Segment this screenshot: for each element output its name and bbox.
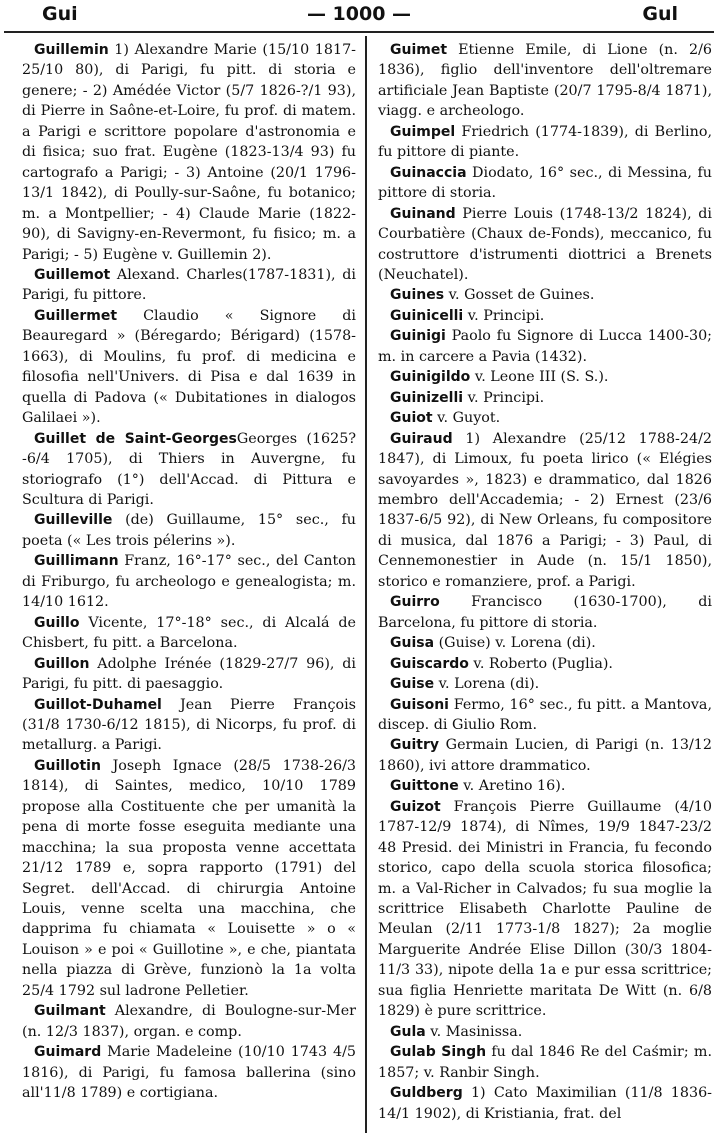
dictionary-entry xyxy=(378,326,712,367)
right-column xyxy=(378,40,712,1124)
dictionary-entry xyxy=(378,776,712,796)
dictionary-entry xyxy=(378,204,712,286)
entry-text: v. Gosset de Guines. xyxy=(444,287,595,304)
entry-headword: Guirro xyxy=(390,594,440,611)
entry-text: Paolo fu Signore di Lucca 1400-30; m. in carcere a Pavia (1432). xyxy=(378,328,712,365)
entry-headword: Guldberg xyxy=(390,1085,463,1102)
dictionary-entry xyxy=(378,122,712,163)
entry-headword: Guillo xyxy=(34,614,80,631)
entry-text: v. Masinissa. xyxy=(425,1023,523,1040)
entry-text: v. Leone III (S. S.). xyxy=(470,369,609,386)
dictionary-entry xyxy=(378,654,712,674)
dictionary-entry xyxy=(378,306,712,326)
dictionary-entry xyxy=(378,695,712,736)
entry-headword: Guillermet xyxy=(34,307,118,324)
entry-text: Jean Pierre François (31/8 1730-6/12 1815), di Nicorps, fu prof. di metallurg. a Parigi. xyxy=(22,696,356,754)
entry-headword: Guines xyxy=(390,287,445,304)
left-column xyxy=(22,40,356,1104)
entry-headword: Guisoni xyxy=(390,696,449,713)
dictionary-entry xyxy=(22,265,356,306)
entry-text: Claudio « Signore di Beauregard » (Béregardo; Bérigard) (1578-1663), di Moulins, fu prof. di medicina e filosofia nell'Univers. di Pisa e dal 1639 in quella di Padova (« Dubitationes in dialogos Galilaei »). xyxy=(22,307,356,427)
entry-text: v. Principi. xyxy=(463,307,545,324)
entry-headword: Guillot-Duhamel xyxy=(34,696,162,713)
dictionary-entry xyxy=(378,797,712,1022)
entry-headword: Guimard xyxy=(34,1044,102,1061)
dictionary-entry xyxy=(22,756,356,1001)
entry-text: Pierre Louis (1748-13/2 1824), di Courbatière (Chaux de-Fonds), meccanico, fu costruttore d'istrumenti diottrici a Brenets (Neuchatel). xyxy=(378,205,712,283)
dictionary-entry xyxy=(22,40,356,265)
column-separator xyxy=(365,36,367,1133)
entry-headword: Guinand xyxy=(390,205,456,222)
entry-text: Franz, 16°-17° sec., del Canton di Friburgo, fu archeologo e genealogista; m. 14/10 1612. xyxy=(22,553,356,611)
entry-headword: Guizot xyxy=(390,798,441,815)
entry-headword: Guinigi xyxy=(390,328,446,345)
entry-text: Marie Madeleine (10/10 1743 4/5 1816), di Parigi, fu famosa ballerina (sino all'11/8 1789) e cortigiana. xyxy=(22,1044,356,1102)
dictionary-entry xyxy=(378,408,712,428)
dictionary-entry xyxy=(378,40,712,122)
dictionary-entry xyxy=(378,163,712,204)
entry-headword: Guiot xyxy=(390,410,433,427)
entry-headword: Guillemin xyxy=(34,42,109,58)
entry-text: v. Principi. xyxy=(463,389,545,406)
dictionary-entry xyxy=(22,510,356,551)
entry-headword: Guilleville xyxy=(34,512,113,529)
entry-headword: Gula xyxy=(390,1023,426,1040)
dictionary-entry xyxy=(378,633,712,653)
dictionary-entry xyxy=(378,429,712,593)
entry-text: Adolphe Irénée (1829-27/7 96), di Parigi, fu pitt. di paesaggio. xyxy=(22,655,356,693)
entry-text: v. Guyot. xyxy=(432,410,501,427)
entry-text: Georges (1625?-6/4 1705), di Thiers in Auvergne, fu storiografo (1°) dell'Accad. di Pittura e Scultura di Parigi. xyxy=(22,430,356,508)
dictionary-entry xyxy=(22,654,356,695)
entry-headword: Guillotin xyxy=(34,757,101,774)
dictionary-entry xyxy=(378,735,712,776)
entry-headword: Guisa xyxy=(390,635,435,652)
entry-text: Friedrich (1774-1839), di Berlino, fu pittore di piante. xyxy=(378,123,712,161)
entry-text: (Guise) v. Lorena (di). xyxy=(434,635,596,652)
entry-text: Joseph Ignace (28/5 1738-26/3 1814), di Saintes, medico, 10/10 1789 propose alla Costituente che per umanità la pena di morte fosse eseguita mediante una macchina; la sua proposta venne accettata 21/12 1789 e, sopra rapporto (1791) del Segret. dell'Accad. di chirurgia Antoine Louis, venne scelta una macchina, che dapprima fu chiamata « Louisette » o « Louison » e poi « Guillotine », e che, piantata nella piazza di Grève, funzionò la 1a volta 25/4 1792 sul ladrone Pelletier. xyxy=(22,757,356,999)
entry-text: Alexandre, di Boulogne-sur-Mer (n. 12/3 1837), organ. e comp. xyxy=(22,1003,356,1040)
entry-text: Etienne Emile, di Lione (n. 2/6 1836), figlio dell'inventore dell'oltremare artificiale Jean Baptiste (20/7 1795-8/4 1871), viagg. e archeologo. xyxy=(378,42,712,120)
entry-text: Fermo, 16° sec., fu pitt. a Mantova, discep. di Giulio Rom. xyxy=(378,696,712,733)
entry-text: Germain Lucien, di Parigi (n. 13/12 1860), ivi attore drammatico. xyxy=(378,737,712,774)
entry-text: François Pierre Guillaume (4/10 1787-12/9 1874), di Nîmes, 19/9 1847-23/2 48 Presid. dei Ministri in Francia, fu fecondo storico, capo della scuola storica filosofica; m. a Val-Richer in Calvados; fu sua moglie la scrittrice Elisabeth Charlotte Pauline de Meulan (2/11 1773-1/8 1827); 2a moglie Marguerite Andrée Elise Dillon (30/3 1804-11/3 33), nipote della 1a e pur essa scrittrice; sua figlia Henriette maritata De Witt (n. 6/8 1829) è pure scrittrice. xyxy=(378,798,712,1020)
entry-text: Vicente, 17°-18° sec., di Alcalá de Chisbert, fu pitt. a Barcelona. xyxy=(22,614,356,652)
header-right: Gul xyxy=(642,3,678,25)
entry-headword: Guiscardo xyxy=(390,655,469,672)
dictionary-entry xyxy=(378,1083,712,1124)
page-number: — 1000 — xyxy=(306,3,412,25)
entry-headword: Guiraud xyxy=(390,430,453,447)
entry-text: Francisco (1630-1700), di Barcelona, fu pittore di storia. xyxy=(378,594,712,631)
dictionary-entry xyxy=(378,1022,712,1042)
dictionary-entry xyxy=(378,285,712,305)
dictionary-entry xyxy=(22,551,356,612)
header-rule xyxy=(4,31,714,33)
entry-headword: Guinigildo xyxy=(390,369,471,386)
entry-text: Alexand. Charles(1787-1831), di Parigi, fu pittore. xyxy=(22,266,356,304)
entry-text: v. Aretino 16). xyxy=(458,778,566,795)
entry-headword: Guittone xyxy=(390,778,459,795)
entry-headword: Guinizelli xyxy=(390,389,464,406)
entry-headword: Guinicelli xyxy=(390,307,464,324)
dictionary-entry xyxy=(378,592,712,633)
entry-text: Diodato, 16° sec., di Messina, fu pittore di storia. xyxy=(378,164,712,202)
dictionary-entry xyxy=(378,388,712,408)
entry-text: 1) Cato Maximilian (11/8 1836-14/1 1902), di Kristiania, frat. del xyxy=(378,1085,712,1122)
dictionary-entry xyxy=(22,306,356,429)
dictionary-entry xyxy=(22,429,356,511)
entry-text: 1) Alexandre (25/12 1788-24/2 1847), di Limoux, fu poeta lirico (« Elégies savoyardes », 1823) e drammatico, dal 1826 membro dell'Accademia; - 2) Ernest (23/6 1837-6/5 92), di New Orleans, fu compositore di musica, dal 1876 a Parigi; - 3) Paul, di Cennemonestier in Aude (n. 15/1 1850), storico e romanziere, prof. a Parigi. xyxy=(378,430,712,590)
entry-text: v. Roberto (Puglia). xyxy=(468,655,613,672)
dictionary-entry xyxy=(378,367,712,387)
entry-headword: Guillemot xyxy=(34,266,111,283)
dictionary-entry xyxy=(378,1042,712,1083)
entry-text: fu dal 1846 Re del Caśmir; m. 1857; v. Ranbir Singh. xyxy=(378,1044,713,1081)
entry-text: (de) Guillaume, 15° sec., fu poeta (« Les trois pélerins »). xyxy=(22,512,356,549)
entry-headword: Guinaccia xyxy=(390,164,467,181)
dictionary-entry xyxy=(22,695,356,756)
entry-headword: Guilmant xyxy=(34,1003,106,1020)
entry-headword: Guimet xyxy=(390,42,448,58)
dictionary-entry xyxy=(22,1042,356,1103)
entry-headword: Guitry xyxy=(390,737,439,754)
entry-headword: Guimpel xyxy=(390,123,456,140)
entry-text: 1) Alexandre Marie (15/10 1817-25/10 80), di Parigi, fu pitt. di storia e genere; - 2) Amédée Victor (5/7 1826-?/1 93), di Pierre in Saône-et-Loire, fu prof. di matem. a Parigi e scrittore popolare d'astronomia e di fisica; suo frat. Eugène (1823-13/4 93) fu cartografo a Parigi; - 3) Antoine (20/1 1796-13/1 1842), di Poully-sur-Saône, fu botanico; m. a Montpellier; - 4) Claude Marie (1822-90), di Savigny-en-Revermont, fu fisico; m. a Parigi; - 5) Eugène v. Guillemin 2). xyxy=(22,42,356,263)
dictionary-entry xyxy=(378,674,712,694)
page-header xyxy=(0,3,718,31)
dictionary-entry xyxy=(22,1001,356,1042)
entry-headword: Guillon xyxy=(34,655,90,672)
entry-headword: Guillet de Saint-Georges xyxy=(34,430,237,447)
entry-headword: Gulab Singh xyxy=(390,1044,487,1061)
dictionary-entry xyxy=(22,613,356,654)
header-left: Gui xyxy=(42,3,78,25)
entry-headword: Guise xyxy=(390,676,435,693)
entry-text: v. Lorena (di). xyxy=(434,676,540,693)
entry-headword: Guillimann xyxy=(34,553,119,570)
